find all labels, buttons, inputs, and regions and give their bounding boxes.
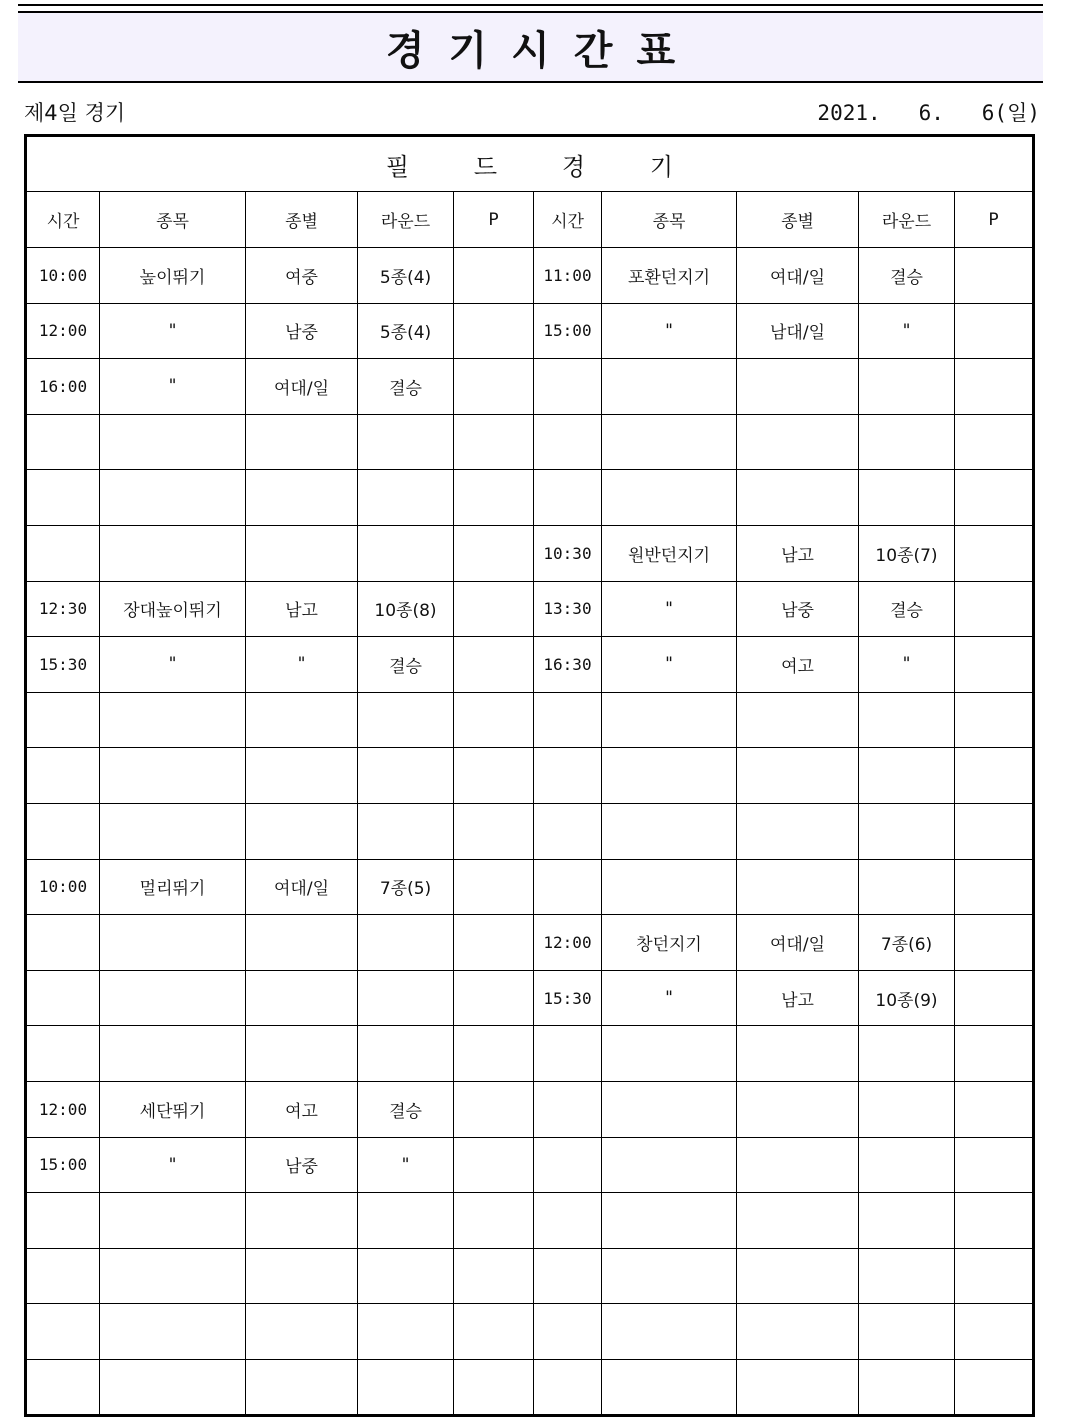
section-title-char: 필: [385, 152, 410, 181]
header-row: [26, 192, 1034, 248]
cell-p: [454, 1359, 534, 1416]
cell-round: [859, 859, 955, 915]
cell-category: 남고: [737, 970, 859, 1026]
cell-category: [737, 692, 859, 748]
cell-time: [534, 692, 602, 748]
cell-round: [358, 1193, 454, 1249]
cell-round: [859, 748, 955, 804]
cell-p: [454, 692, 534, 748]
cell-round: [358, 1359, 454, 1416]
cell-event: [602, 359, 737, 415]
cell-time: [534, 1137, 602, 1193]
cell-event: [602, 859, 737, 915]
cell-p: [454, 970, 534, 1026]
cell-category: 남고: [246, 581, 358, 637]
cell-p: [955, 692, 1034, 748]
cell-round: 5종(4): [358, 303, 454, 359]
cell-round: [358, 970, 454, 1026]
cell-category: 여고: [246, 1081, 358, 1137]
cell-time: 12:30: [26, 581, 100, 637]
cell-p: [955, 1304, 1034, 1360]
cell-category: [737, 470, 859, 526]
cell-p: [955, 1248, 1034, 1304]
schedule-table: [24, 134, 1035, 1417]
cell-event: [100, 1248, 246, 1304]
table-row: [26, 970, 1034, 1026]
cell-time: [534, 748, 602, 804]
cell-category: [737, 1081, 859, 1137]
cell-category: 여중: [246, 248, 358, 304]
cell-round: 결승: [859, 581, 955, 637]
cell-event: [100, 1193, 246, 1249]
cell-time: [26, 1026, 100, 1082]
cell-p: [454, 637, 534, 693]
cell-round: [358, 692, 454, 748]
cell-round: [859, 803, 955, 859]
cell-time: [534, 1248, 602, 1304]
cell-p: [454, 359, 534, 415]
header-category: 종별: [737, 192, 859, 248]
cell-round: 결승: [859, 248, 955, 304]
cell-event: ": [602, 637, 737, 693]
cell-event: ": [602, 581, 737, 637]
cell-p: [454, 1304, 534, 1360]
cell-p: [454, 859, 534, 915]
cell-time: [26, 748, 100, 804]
cell-round: [358, 414, 454, 470]
cell-category: [737, 1304, 859, 1360]
cell-round: [358, 1026, 454, 1082]
cell-time: [534, 1304, 602, 1360]
section-title: [26, 136, 1034, 192]
header-category: 종별: [246, 192, 358, 248]
cell-category: [246, 414, 358, 470]
cell-event: 세단뛰기: [100, 1081, 246, 1137]
cell-event: [602, 1359, 737, 1416]
cell-event: [100, 803, 246, 859]
cell-category: 여대/일: [246, 359, 358, 415]
cell-p: [955, 859, 1034, 915]
table-row: [26, 303, 1034, 359]
cell-time: [26, 414, 100, 470]
cell-category: 남중: [737, 581, 859, 637]
cell-event: 멀리뛰기: [100, 859, 246, 915]
table-row: [26, 525, 1034, 581]
cell-round: [859, 1193, 955, 1249]
cell-p: [955, 1193, 1034, 1249]
cell-category: 여대/일: [737, 915, 859, 971]
cell-time: [26, 803, 100, 859]
header-event: 종목: [602, 192, 737, 248]
cell-time: 12:00: [26, 303, 100, 359]
cell-round: [358, 1304, 454, 1360]
cell-round: [358, 748, 454, 804]
table-row: [26, 803, 1034, 859]
table-row: [26, 581, 1034, 637]
header-event: 종목: [100, 192, 246, 248]
cell-event: [602, 1026, 737, 1082]
cell-category: [737, 1137, 859, 1193]
cell-p: [955, 470, 1034, 526]
cell-time: 15:30: [534, 970, 602, 1026]
cell-round: 결승: [358, 1081, 454, 1137]
cell-time: 15:00: [26, 1137, 100, 1193]
cell-category: [246, 748, 358, 804]
cell-time: 13:30: [534, 581, 602, 637]
cell-p: [454, 1026, 534, 1082]
cell-time: [534, 414, 602, 470]
cell-time: 16:00: [26, 359, 100, 415]
cell-event: ": [100, 637, 246, 693]
cell-event: [602, 1248, 737, 1304]
cell-category: 여대/일: [737, 248, 859, 304]
cell-round: [859, 470, 955, 526]
cell-round: 10종(8): [358, 581, 454, 637]
cell-time: [534, 1081, 602, 1137]
table-row: [26, 1248, 1034, 1304]
cell-p: [955, 248, 1034, 304]
table-row: [26, 1304, 1034, 1360]
cell-time: [534, 1193, 602, 1249]
table-row: [26, 470, 1034, 526]
cell-round: 7종(5): [358, 859, 454, 915]
cell-time: [534, 1026, 602, 1082]
cell-p: [454, 1081, 534, 1137]
cell-time: [26, 525, 100, 581]
cell-event: 장대높이뛰기: [100, 581, 246, 637]
cell-time: 10:00: [26, 248, 100, 304]
cell-time: [534, 859, 602, 915]
cell-event: [100, 970, 246, 1026]
cell-round: 결승: [358, 359, 454, 415]
cell-round: [859, 1304, 955, 1360]
cell-category: [246, 692, 358, 748]
cell-event: ": [100, 303, 246, 359]
table-row: [26, 1359, 1034, 1416]
cell-event: [602, 1193, 737, 1249]
cell-category: [246, 525, 358, 581]
cell-round: [859, 359, 955, 415]
cell-category: 남중: [246, 1137, 358, 1193]
section-title-char: 기: [649, 152, 674, 181]
cell-category: [737, 748, 859, 804]
cell-p: [454, 748, 534, 804]
cell-event: ": [602, 303, 737, 359]
table-row: [26, 692, 1034, 748]
header-round: 라운드: [358, 192, 454, 248]
cell-event: [100, 1304, 246, 1360]
cell-p: [955, 303, 1034, 359]
cell-category: [737, 1193, 859, 1249]
cell-time: [26, 692, 100, 748]
cell-p: [454, 1193, 534, 1249]
cell-category: [246, 803, 358, 859]
cell-event: [602, 1081, 737, 1137]
cell-time: 11:00: [534, 248, 602, 304]
cell-round: [358, 525, 454, 581]
cell-p: [454, 470, 534, 526]
cell-event: 창던지기: [602, 915, 737, 971]
cell-event: [100, 1026, 246, 1082]
cell-round: 7종(6): [859, 915, 955, 971]
header-time: 시간: [26, 192, 100, 248]
table-row: [26, 859, 1034, 915]
table-row: [26, 248, 1034, 304]
cell-category: 남고: [737, 525, 859, 581]
cell-round: 5종(4): [358, 248, 454, 304]
day-label: 제4일 경기: [24, 101, 126, 125]
cell-time: 15:30: [26, 637, 100, 693]
cell-p: [454, 803, 534, 859]
table-row: [26, 1026, 1034, 1082]
cell-event: ": [602, 970, 737, 1026]
cell-p: [454, 303, 534, 359]
cell-round: ": [859, 637, 955, 693]
cell-event: ": [100, 1137, 246, 1193]
cell-category: [737, 1359, 859, 1416]
cell-time: [26, 1193, 100, 1249]
cell-time: [534, 803, 602, 859]
cell-time: [534, 470, 602, 526]
cell-event: [602, 414, 737, 470]
cell-p: [454, 581, 534, 637]
cell-event: [602, 692, 737, 748]
cell-p: [454, 1248, 534, 1304]
cell-category: ": [246, 637, 358, 693]
cell-event: [602, 1304, 737, 1360]
cell-time: 10:00: [26, 859, 100, 915]
cell-event: 원반던지기: [602, 525, 737, 581]
header-round: 라운드: [859, 192, 955, 248]
cell-round: 결승: [358, 637, 454, 693]
cell-round: ": [358, 1137, 454, 1193]
table-row: [26, 748, 1034, 804]
cell-category: [246, 470, 358, 526]
cell-round: [358, 915, 454, 971]
cell-event: [100, 470, 246, 526]
cell-p: [955, 1359, 1034, 1416]
cell-category: 여고: [737, 637, 859, 693]
cell-event: [100, 1359, 246, 1416]
cell-event: [602, 748, 737, 804]
cell-event: [602, 803, 737, 859]
cell-p: [955, 1081, 1034, 1137]
cell-round: [358, 1248, 454, 1304]
cell-category: [246, 1026, 358, 1082]
cell-round: [358, 470, 454, 526]
cell-p: [955, 748, 1034, 804]
cell-time: [26, 915, 100, 971]
cell-category: [737, 803, 859, 859]
cell-time: 12:00: [534, 915, 602, 971]
cell-event: [100, 915, 246, 971]
cell-time: [534, 359, 602, 415]
cell-p: [955, 414, 1034, 470]
page-title: 경기시간표: [385, 27, 700, 74]
cell-category: [246, 1248, 358, 1304]
cell-category: [246, 970, 358, 1026]
cell-round: [358, 803, 454, 859]
cell-p: [955, 359, 1034, 415]
cell-event: [100, 525, 246, 581]
cell-category: [737, 1248, 859, 1304]
cell-category: 남대/일: [737, 303, 859, 359]
cell-time: 16:30: [534, 637, 602, 693]
cell-time: [26, 970, 100, 1026]
cell-p: [454, 525, 534, 581]
cell-time: [534, 1359, 602, 1416]
header-p: P: [955, 192, 1034, 248]
cell-category: 여대/일: [246, 859, 358, 915]
cell-category: [246, 1304, 358, 1360]
table-row: [26, 1081, 1034, 1137]
cell-p: [955, 637, 1034, 693]
cell-time: [26, 1248, 100, 1304]
cell-time: [26, 1359, 100, 1416]
header-time: 시간: [534, 192, 602, 248]
table-row: [26, 915, 1034, 971]
cell-category: [246, 915, 358, 971]
cell-round: [859, 1137, 955, 1193]
cell-p: [955, 915, 1034, 971]
cell-category: [246, 1359, 358, 1416]
cell-event: [602, 1137, 737, 1193]
table-row: [26, 637, 1034, 693]
cell-p: [955, 970, 1034, 1026]
cell-time: 10:30: [534, 525, 602, 581]
cell-time: 15:00: [534, 303, 602, 359]
cell-category: [246, 1193, 358, 1249]
cell-category: [737, 359, 859, 415]
top-rule: [18, 4, 1043, 6]
cell-event: [100, 748, 246, 804]
table-row: [26, 1137, 1034, 1193]
cell-p: [955, 1026, 1034, 1082]
cell-category: 남중: [246, 303, 358, 359]
cell-event: [602, 470, 737, 526]
table-row: [26, 414, 1034, 470]
cell-p: [955, 581, 1034, 637]
cell-round: [859, 1081, 955, 1137]
cell-round: [859, 692, 955, 748]
cell-time: [26, 1304, 100, 1360]
cell-event: [100, 414, 246, 470]
date-label: 2021. 6. 6(일): [817, 101, 1040, 125]
cell-p: [955, 525, 1034, 581]
table-row: [26, 359, 1034, 415]
cell-event: 높이뛰기: [100, 248, 246, 304]
cell-p: [955, 1137, 1034, 1193]
section-title-char: 경: [561, 152, 586, 181]
cell-p: [454, 915, 534, 971]
cell-round: ": [859, 303, 955, 359]
cell-category: [737, 414, 859, 470]
cell-event: ": [100, 359, 246, 415]
cell-round: [859, 1359, 955, 1416]
cell-p: [955, 803, 1034, 859]
cell-round: [859, 1248, 955, 1304]
cell-p: [454, 248, 534, 304]
title-banner: [18, 11, 1043, 83]
cell-round: 10종(7): [859, 525, 955, 581]
cell-p: [454, 1137, 534, 1193]
cell-event: 포환던지기: [602, 248, 737, 304]
cell-p: [454, 414, 534, 470]
cell-category: [737, 859, 859, 915]
cell-category: [737, 1026, 859, 1082]
cell-round: [859, 1026, 955, 1082]
cell-time: 12:00: [26, 1081, 100, 1137]
section-title-char: 드: [473, 152, 498, 181]
table-row: [26, 1193, 1034, 1249]
cell-time: [26, 470, 100, 526]
cell-round: 10종(9): [859, 970, 955, 1026]
header-p: P: [454, 192, 534, 248]
cell-round: [859, 414, 955, 470]
cell-event: [100, 692, 246, 748]
